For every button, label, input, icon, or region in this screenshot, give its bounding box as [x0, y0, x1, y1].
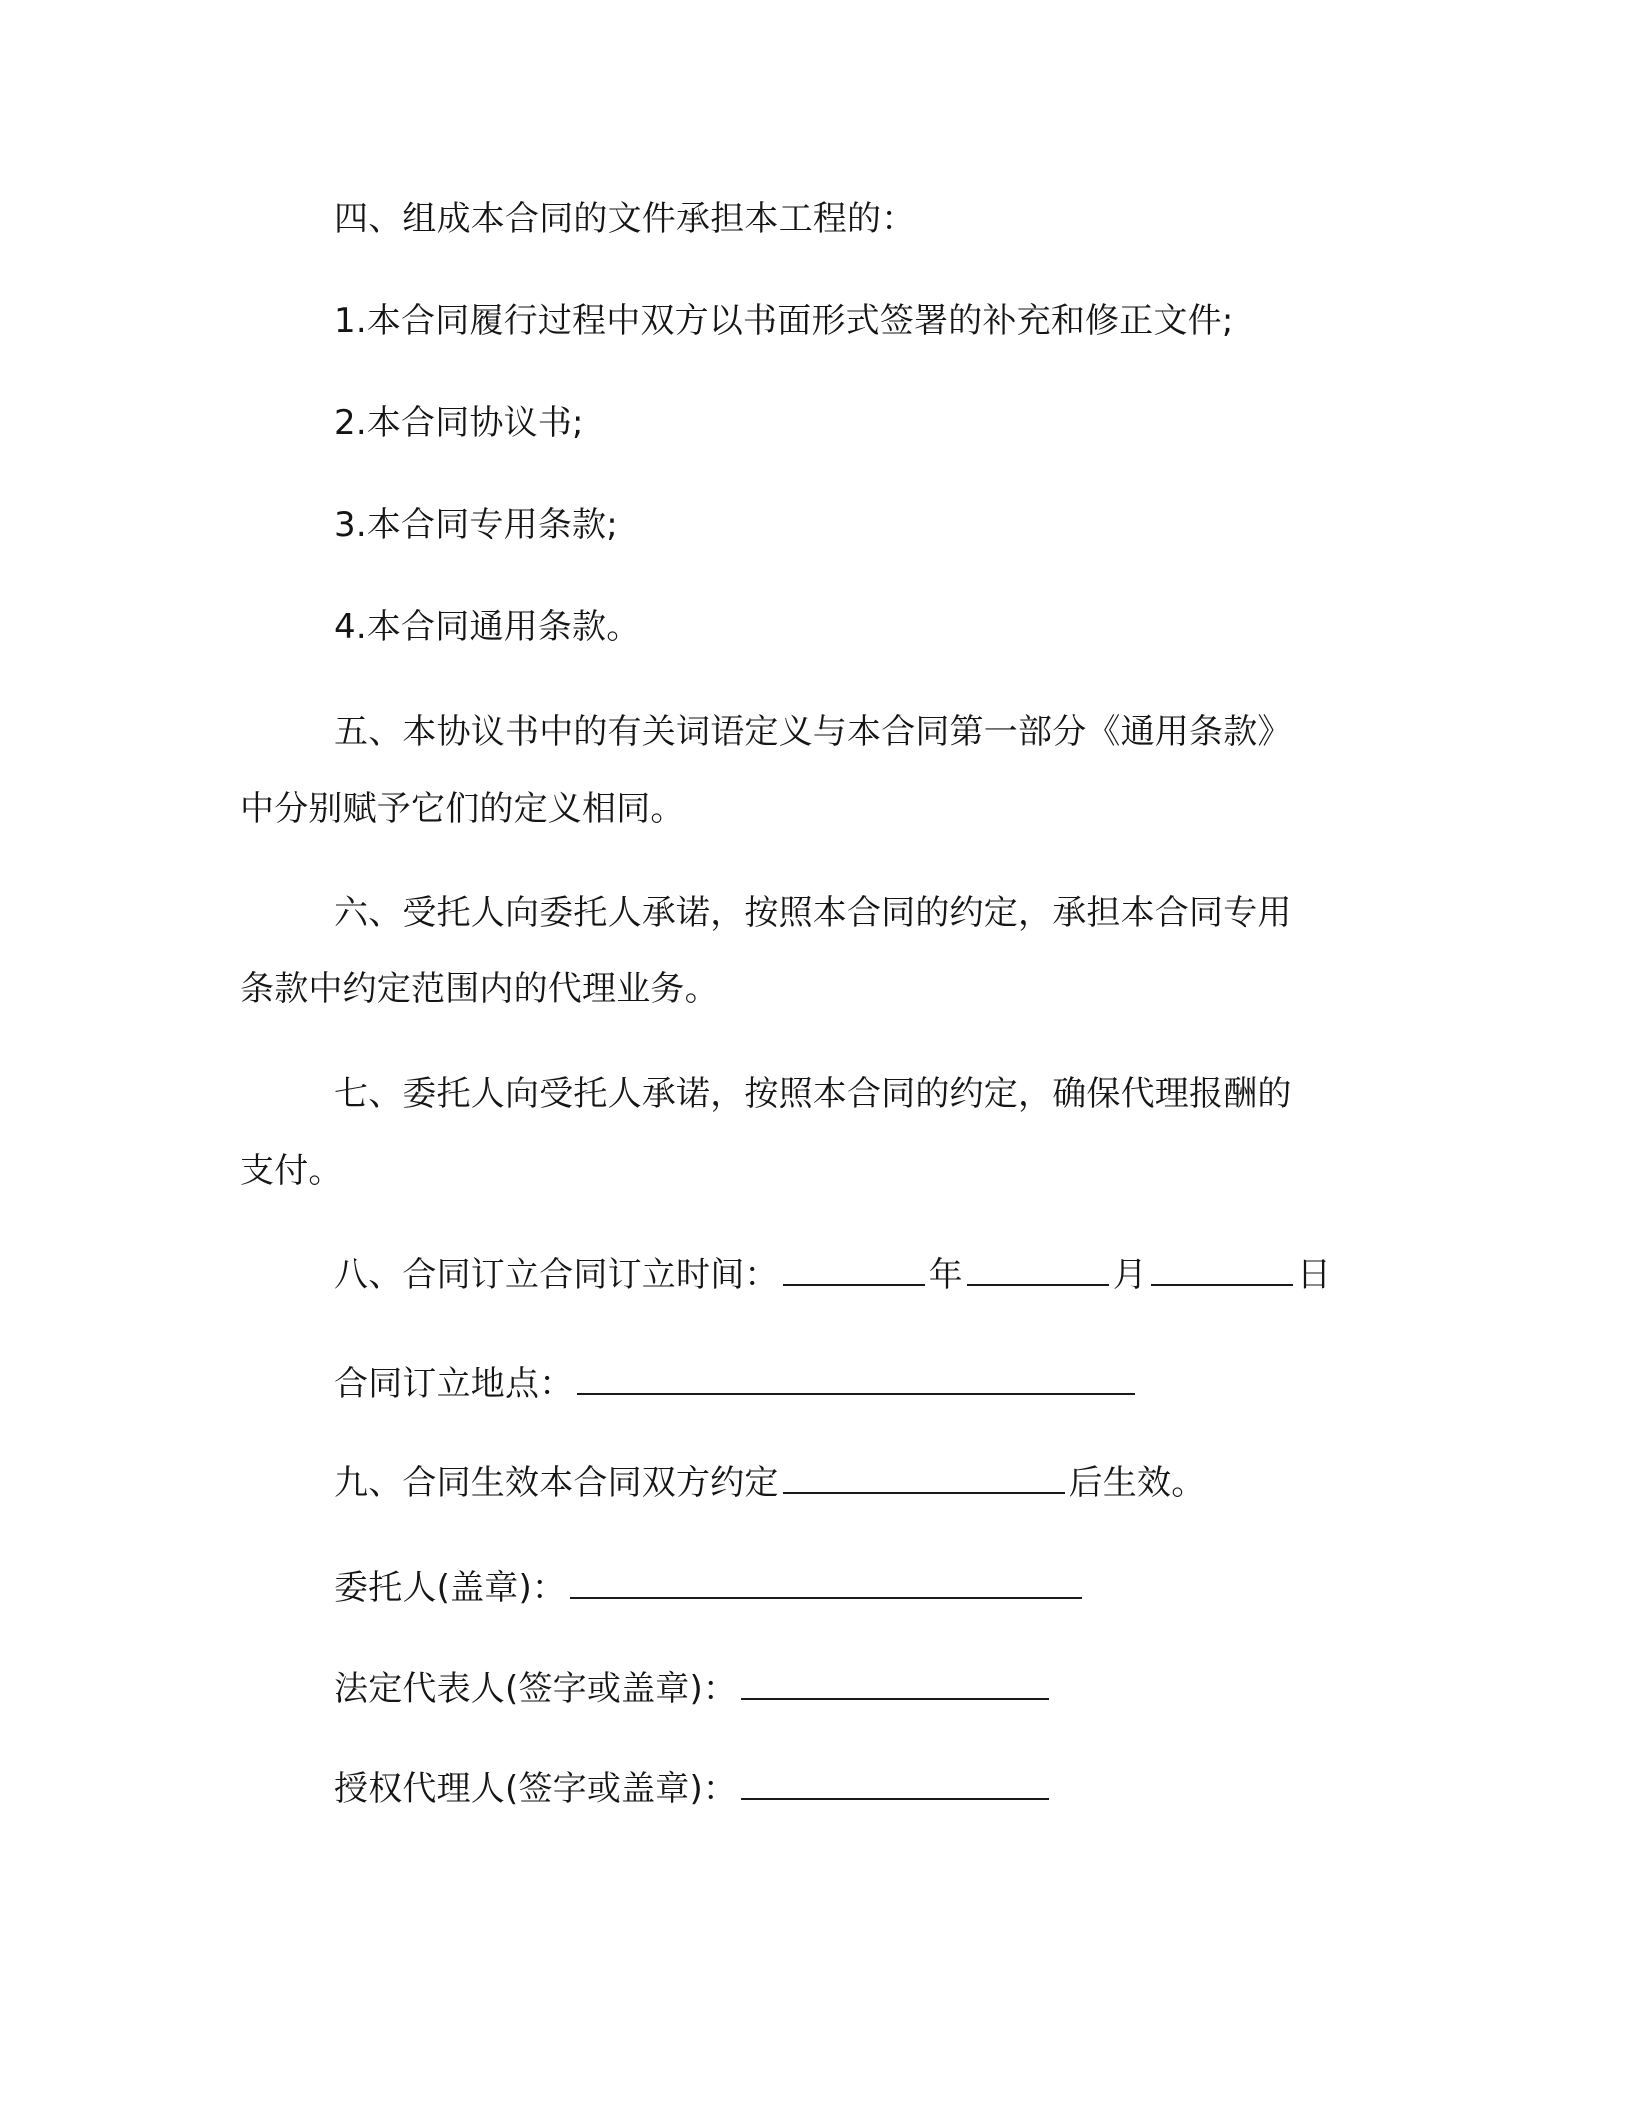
- agent-label: 授权代理人(签字或盖章)：: [334, 1769, 738, 1809]
- day-label: 日: [1297, 1255, 1332, 1295]
- effective-prefix: 九、合同生效本合同双方约定: [334, 1463, 779, 1503]
- clause-six-line-1: 六、受托人向委托人承诺，按照本合同的约定，承担本合同专用: [334, 893, 1292, 933]
- signing-place-label: 合同订立地点：: [334, 1364, 574, 1404]
- client-signature-line: [334, 1566, 1086, 1610]
- agent-signature-line: [334, 1767, 1053, 1811]
- effective-condition-blank[interactable]: [783, 1462, 1065, 1494]
- clause-four-item-4: 4.本合同通用条款。: [334, 607, 641, 647]
- legal-rep-signature-line: [334, 1667, 1053, 1711]
- clause-four-item-1: 1.本合同履行过程中双方以书面形式签署的补充和修正文件;: [334, 301, 1234, 341]
- agent-blank[interactable]: [741, 1768, 1049, 1800]
- signing-place-blank[interactable]: [577, 1363, 1135, 1395]
- clause-five-line-2: 中分别赋予它们的定义相同。: [240, 789, 685, 829]
- clause-eight-place: [334, 1362, 1139, 1406]
- clause-five-line-1: 五、本协议书中的有关词语定义与本合同第一部分《通用条款》: [334, 712, 1292, 752]
- clause-nine: [334, 1461, 1205, 1505]
- clause-eight-time: [334, 1253, 1331, 1297]
- legal-rep-blank[interactable]: [741, 1668, 1049, 1700]
- clause-seven-line-2: 支付。: [240, 1151, 343, 1191]
- client-seal-label: 委托人(盖章)：: [334, 1568, 567, 1608]
- client-seal-blank[interactable]: [570, 1567, 1082, 1599]
- clause-four-heading: 四、组成本合同的文件承担本工程的：: [334, 199, 916, 239]
- legal-rep-label: 法定代表人(签字或盖章)：: [334, 1669, 738, 1709]
- effective-suffix: 后生效。: [1068, 1463, 1206, 1503]
- signing-time-label: 八、合同订立合同订立时间：: [334, 1255, 779, 1295]
- year-label: 年: [928, 1255, 963, 1295]
- clause-four-item-2: 2.本合同协议书;: [334, 403, 584, 443]
- day-blank[interactable]: [1151, 1254, 1293, 1286]
- month-label: 月: [1112, 1255, 1148, 1295]
- month-blank[interactable]: [967, 1254, 1109, 1286]
- clause-six-line-2: 条款中约定范围内的代理业务。: [240, 969, 719, 1009]
- year-blank[interactable]: [783, 1254, 925, 1286]
- clause-seven-line-1: 七、委托人向受托人承诺，按照本合同的约定，确保代理报酬的: [334, 1074, 1292, 1114]
- clause-four-item-3: 3.本合同专用条款;: [334, 505, 618, 545]
